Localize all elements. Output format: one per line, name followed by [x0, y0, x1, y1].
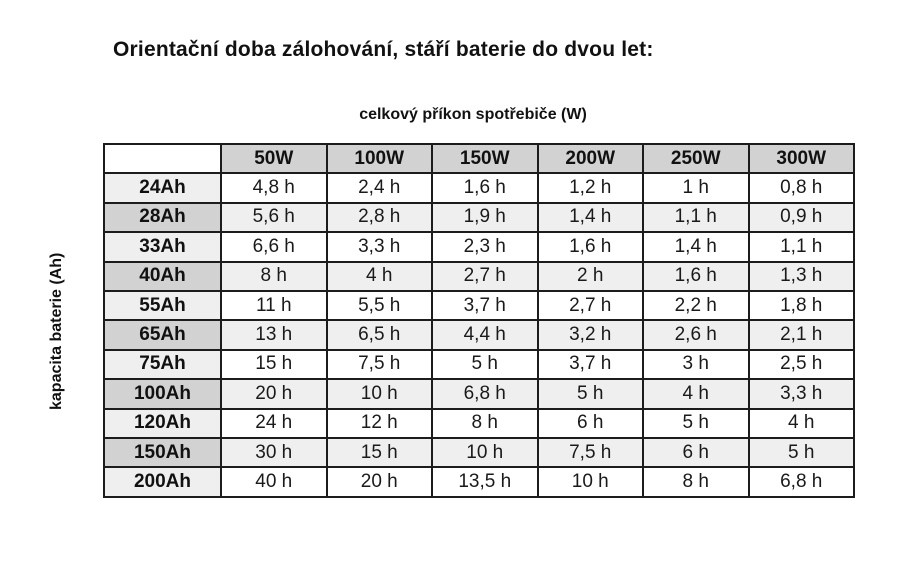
y-axis-label: kapacita baterie (Ah) — [48, 252, 65, 411]
table-row — [104, 409, 854, 438]
backup-time-cell: 5 h — [432, 350, 538, 379]
backup-time-cell: 4 h — [749, 409, 855, 438]
backup-time-cell: 7,5 h — [538, 438, 644, 467]
backup-time-cell: 1,4 h — [643, 232, 749, 261]
column-header: 200W — [538, 144, 644, 173]
backup-time-cell: 8 h — [643, 467, 749, 496]
backup-time-cell: 0,8 h — [749, 173, 855, 202]
backup-time-cell: 8 h — [221, 262, 327, 291]
backup-time-cell: 2,2 h — [643, 291, 749, 320]
column-header: 250W — [643, 144, 749, 173]
backup-time-cell: 13 h — [221, 320, 327, 349]
row-label: 65Ah — [104, 320, 221, 349]
backup-time-cell: 20 h — [221, 379, 327, 408]
backup-time-cell: 1,8 h — [749, 291, 855, 320]
backup-time-cell: 10 h — [432, 438, 538, 467]
table-row — [104, 467, 854, 496]
backup-time-cell: 1,3 h — [749, 262, 855, 291]
backup-time-cell: 1,4 h — [538, 203, 644, 232]
table-row — [104, 232, 854, 261]
backup-time-cell: 2 h — [538, 262, 644, 291]
row-label: 200Ah — [104, 467, 221, 496]
backup-time-cell: 2,6 h — [643, 320, 749, 349]
table-row — [104, 291, 854, 320]
table-row — [104, 173, 854, 202]
backup-time-cell: 13,5 h — [432, 467, 538, 496]
row-label: 150Ah — [104, 438, 221, 467]
backup-time-cell: 30 h — [221, 438, 327, 467]
header-row — [104, 144, 854, 173]
backup-time-cell: 3,7 h — [432, 291, 538, 320]
row-label: 120Ah — [104, 409, 221, 438]
row-label: 24Ah — [104, 173, 221, 202]
column-header: 50W — [221, 144, 327, 173]
backup-time-cell: 11 h — [221, 291, 327, 320]
backup-time-cell: 1 h — [643, 173, 749, 202]
backup-time-cell: 10 h — [538, 467, 644, 496]
backup-time-cell: 6 h — [643, 438, 749, 467]
backup-time-cell: 24 h — [221, 409, 327, 438]
backup-time-cell: 1,6 h — [538, 232, 644, 261]
backup-time-cell: 15 h — [327, 438, 433, 467]
backup-time-cell: 3,3 h — [749, 379, 855, 408]
backup-time-cell: 1,6 h — [643, 262, 749, 291]
backup-time-cell: 4,4 h — [432, 320, 538, 349]
column-header: 150W — [432, 144, 538, 173]
backup-time-cell: 4 h — [327, 262, 433, 291]
backup-time-cell: 3,7 h — [538, 350, 644, 379]
backup-time-cell: 10 h — [327, 379, 433, 408]
backup-time-cell: 3 h — [643, 350, 749, 379]
backup-time-cell: 1,2 h — [538, 173, 644, 202]
backup-time-cell: 4 h — [643, 379, 749, 408]
table-row — [104, 438, 854, 467]
backup-time-cell: 15 h — [221, 350, 327, 379]
backup-time-cell: 1,9 h — [432, 203, 538, 232]
row-label: 28Ah — [104, 203, 221, 232]
row-label: 55Ah — [104, 291, 221, 320]
backup-time-cell: 2,1 h — [749, 320, 855, 349]
backup-time-cell: 5,5 h — [327, 291, 433, 320]
row-label: 75Ah — [104, 350, 221, 379]
column-header: 100W — [327, 144, 433, 173]
row-label: 40Ah — [104, 262, 221, 291]
backup-time-cell: 20 h — [327, 467, 433, 496]
backup-time-cell: 6,8 h — [749, 467, 855, 496]
backup-time-cell: 5 h — [643, 409, 749, 438]
backup-time-cell: 7,5 h — [327, 350, 433, 379]
backup-time-cell: 3,2 h — [538, 320, 644, 349]
backup-time-cell: 1,1 h — [749, 232, 855, 261]
backup-time-cell: 5 h — [749, 438, 855, 467]
backup-time-cell: 0,9 h — [749, 203, 855, 232]
backup-time-cell: 2,7 h — [538, 291, 644, 320]
backup-time-table — [103, 143, 855, 498]
backup-time-cell: 12 h — [327, 409, 433, 438]
row-label: 33Ah — [104, 232, 221, 261]
column-header: 300W — [749, 144, 855, 173]
backup-time-cell: 5,6 h — [221, 203, 327, 232]
backup-time-cell: 8 h — [432, 409, 538, 438]
page-title: Orientační doba zálohování, stáří baterie do dvou let: — [113, 38, 654, 61]
x-axis-label: celkový příkon spotřebiče (W) — [359, 106, 587, 123]
backup-time-cell: 2,3 h — [432, 232, 538, 261]
backup-time-cell: 2,5 h — [749, 350, 855, 379]
backup-time-cell: 40 h — [221, 467, 327, 496]
backup-time-cell: 2,7 h — [432, 262, 538, 291]
backup-time-cell: 2,4 h — [327, 173, 433, 202]
table-row — [104, 320, 854, 349]
backup-time-cell: 5 h — [538, 379, 644, 408]
row-label: 100Ah — [104, 379, 221, 408]
backup-time-cell: 6 h — [538, 409, 644, 438]
corner-cell — [104, 144, 221, 173]
backup-time-cell: 4,8 h — [221, 173, 327, 202]
backup-time-cell: 1,6 h — [432, 173, 538, 202]
backup-time-cell: 3,3 h — [327, 232, 433, 261]
backup-time-cell: 1,1 h — [643, 203, 749, 232]
backup-time-cell: 6,8 h — [432, 379, 538, 408]
table-row — [104, 262, 854, 291]
table-row — [104, 203, 854, 232]
table-row — [104, 350, 854, 379]
backup-time-cell: 6,6 h — [221, 232, 327, 261]
table-body — [104, 173, 854, 496]
backup-time-cell: 2,8 h — [327, 203, 433, 232]
backup-time-cell: 6,5 h — [327, 320, 433, 349]
table-row — [104, 379, 854, 408]
